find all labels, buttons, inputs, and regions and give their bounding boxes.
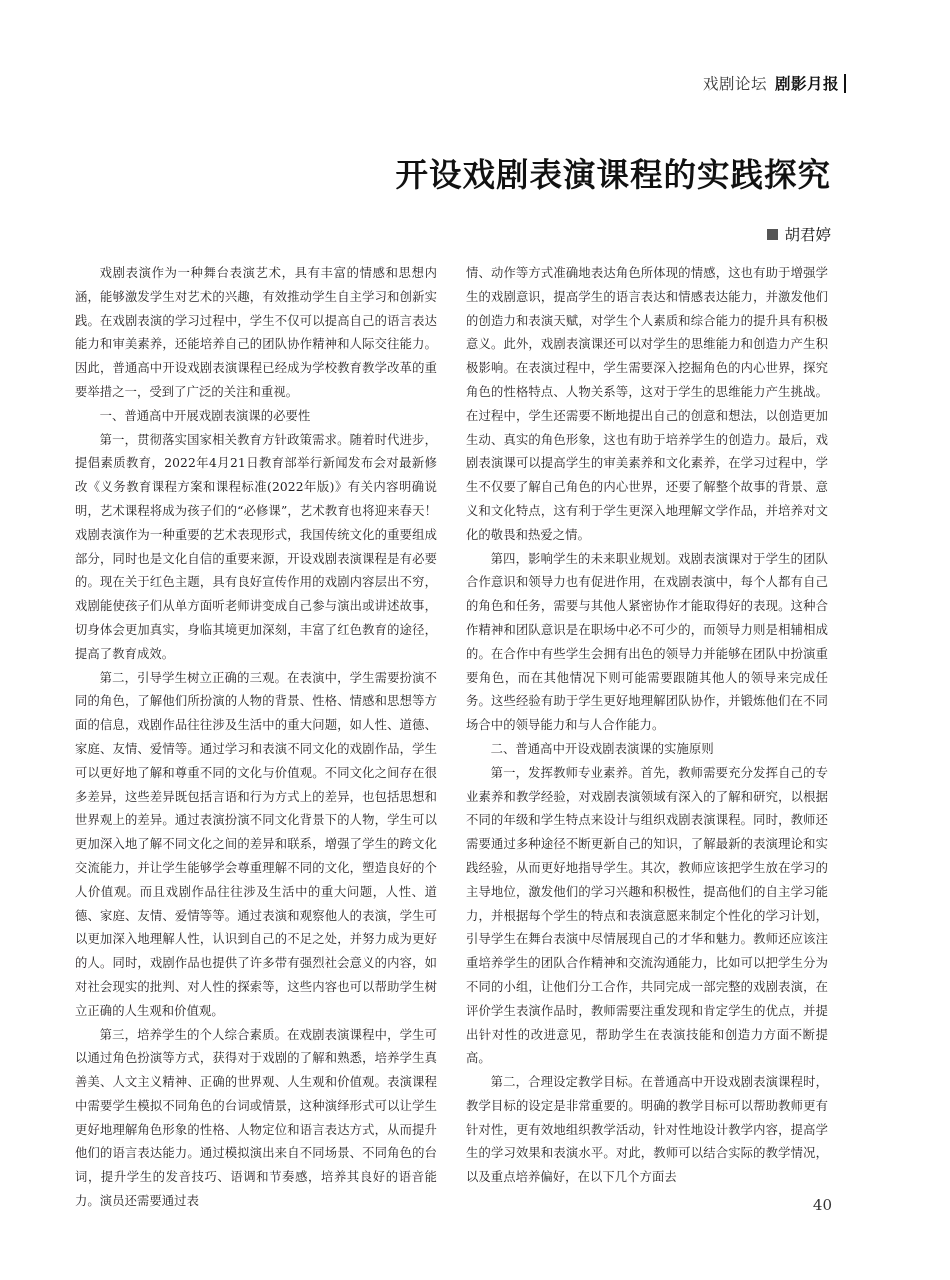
left-column xyxy=(75,262,437,1214)
author-line xyxy=(767,223,831,245)
author-name: 胡君婷 xyxy=(784,226,831,244)
paragraph: 第一，贯彻落实国家相关教育方针政策需求。随着时代进步，提倡素质教育，2022年4月21日教育部举行新闻发布会对最新修改《义务教育课程方案和课程标准(2022年版)》有关内容明确说明，艺术课程将成为孩子们的“必修课”，艺术教育也将迎来春天！戏剧表演作为一种重要的艺术表现形式，我国传统文化的重要组成部分，同时也是文化自信的重要来源，开设戏剧表演课程是有必要的。现在关于红色主题，具有良好宣传作用的戏剧内容层出不穷，戏剧能使孩子们从单方面听老师讲变成自己参与演出或讲述故事，切身体会更加真实，身临其境更加深刻，丰富了红色教育的途径，提高了教育成效。 xyxy=(75,432,437,661)
article-title: 开设戏剧表演课程的实践探究 xyxy=(395,155,831,194)
paragraph: 情、动作等方式准确地表达角色所体现的情感，这也有助于增强学生的戏剧意识，提高学生的语言表达和情感表达能力，并激发他们的创造力和表演天赋，对学生个人素质和综合能力的提升具有积极意义。此外，戏剧表演课还可以对学生的思维能力和创造力产生积极影响。在表演过程中，学生需要深入挖掘角色的内心世界，探究角色的性格特点、人物关系等，这对于学生的思维能力产生挑战。在过程中，学生还需要不断地提出自己的创意和想法，以创造更加生动、真实的角色形象，这也有助于培养学生的创造力。最后，戏剧表演课可以提高学生的审美素养和文化素养，在学习过程中，学生不仅要了解自己角色的内心世界，还要了解整个故事的背景、意义和文化特点，这有利于学生更深入地理解文学作品，并培养对文化的敬畏和热爱之情。 xyxy=(466,266,828,542)
header-bar xyxy=(844,74,846,93)
section-heading: 二、普通高中开设戏剧表演课的实施原则 xyxy=(490,741,714,756)
paragraph: 第二，引导学生树立正确的三观。在表演中，学生需要扮演不同的角色，了解他们所扮演的人物的背景、性格、情感和思想等方面的信息，戏剧作品往往涉及生活中的重大问题，如人性、道德、家庭、友情、爱情等。通过学习和表演不同文化的戏剧作品，学生可以更好地了解和尊重不同的文化与价值观。不同文化之间存在很多差异，这些差异既包括言语和行为方式上的差异，也包括思想和世界观上的差异。通过表演扮演不同文化背景下的人物，学生可以更加深入地了解不同文化之间的差异和联系，增强了学生的跨文化交流能力，并让学生能够学会尊重理解不同的文化，塑造良好的个人价值观。而且戏剧作品往往涉及生活中的重大问题，人性、道德、家庭、友情、爱情等等。通过表演和观察他人的表演，学生可以更加深入地理解人性，认识到自己的不足之处，并努力成为更好的人。同时，戏剧作品也提供了许多带有强烈社会意义的内容，如对社会现实的批判、对人性的探索等，这些内容也可以帮助学生树立正确的人生观和价值观。 xyxy=(75,670,437,1018)
paragraph: 第四，影响学生的未来职业规划。戏剧表演课对于学生的团队合作意识和领导力也有促进作用，在戏剧表演中，每个人都有自己的角色和任务，需要与其他人紧密协作才能取得好的表现。这种合作精神和团队意识是在职场中必不可少的，而领导力则是相辅相成的。在合作中有些学生会拥有出色的领导力并能够在团队中扮演重要角色，而在其他情况下则可能需要跟随其他人的领导来完成任务。这些经验有助于学生更好地理解团队协作，并锻炼他们在不同场合中的领导能力和与人合作能力。 xyxy=(466,551,828,733)
paragraph: 第三，培养学生的个人综合素质。在戏剧表演课程中，学生可以通过角色扮演等方式，获得对于戏剧的了解和熟悉，培养学生真善美、人文主义精神、正确的世界观、人生观和价值观。表演课程中需要学生模拟不同角色的台词或情景，这种演绎形式可以让学生更好地理解角色形象的性格、人物定位和语言表达方式，从而提升他们的语言表达能力。通过模拟演出来自不同场景、不同角色的台词，提升学生的发音技巧、语调和节奏感，培养其良好的语音能力。演员还需要通过表 xyxy=(75,1027,437,1209)
right-column xyxy=(466,262,828,1190)
paragraph: 第二，合理设定教学目标。在普通高中开设戏剧表演课程时，教学目标的设定是非常重要的。明确的教学目标可以帮助教师更有针对性，更有效地组织教学活动，针对性地设计教学内容，提高学生的学习效果和表演水平。对此，教师可以结合实际的教学情况，以及重点培养偏好，在以下几个方面去 xyxy=(466,1075,828,1185)
section-heading: 一、普通高中开展戏剧表演课的必要性 xyxy=(99,408,311,423)
running-header xyxy=(703,70,846,96)
page-number: 40 xyxy=(812,1196,832,1214)
section-name: 戏剧论坛 xyxy=(702,75,767,93)
journal-name: 剧影月报 xyxy=(774,75,839,93)
author-marker-icon xyxy=(767,229,778,240)
paragraph: 戏剧表演作为一种舞台表演艺术，具有丰富的情感和思想内涵，能够激发学生对艺术的兴趣，有效推动学生自主学习和创新实践。在戏剧表演的学习过程中，学生不仅可以提高自己的语言表达能力和审美素养，还能培养自己的团队协作精神和人际交往能力。因此，普通高中开设戏剧表演课程已经成为学校教育教学改革的重要举措之一，受到了广泛的关注和重视。 xyxy=(75,266,437,399)
paragraph: 第一，发挥教师专业素养。首先，教师需要充分发挥自己的专业素养和教学经验，对戏剧表演领域有深入的了解和研究，以根据不同的年级和学生特点来设计与组织戏剧表演课程。同时，教师还需要通过多种途径不断更新自己的知识，了解最新的表演理论和实践经验，从而更好地指导学生。其次，教师应该把学生放在学习的主导地位，激发他们的学习兴趣和积极性，提高他们的自主学习能力，并根据每个学生的特点和表演意愿来制定个性化的学习计划，引导学生在舞台表演中尽情展现自己的才华和魅力。教师还应该注重培养学生的团队合作精神和交流沟通能力，比如可以把学生分为不同的小组，让他们分工合作，共同完成一部完整的戏剧表演，在评价学生表演作品时，教师需要注重发现和肯定学生的优点，并提出针对性的改进意见，帮助学生在表演技能和创造力方面不断提高。 xyxy=(466,765,828,1066)
